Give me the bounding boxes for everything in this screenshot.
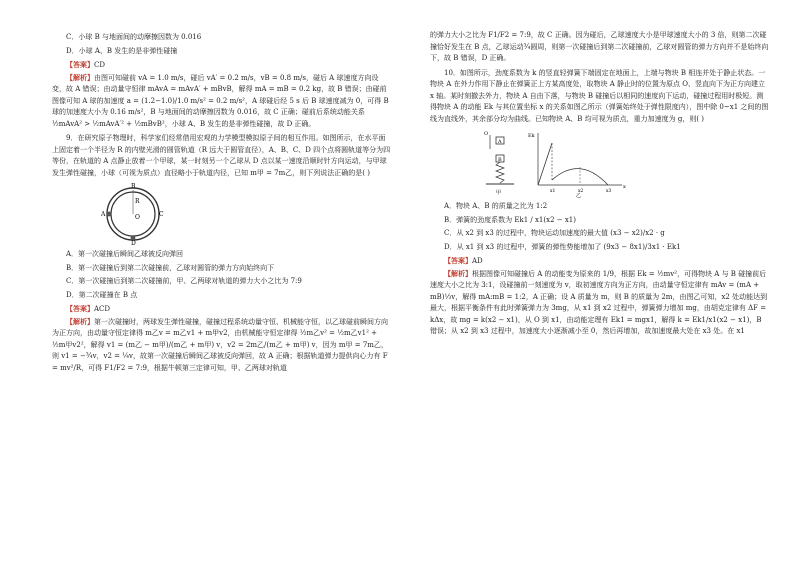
- analysis-10-paragraph: [430, 268, 770, 338]
- label-x2: x2: [578, 189, 584, 194]
- answer-value: CD: [94, 61, 105, 69]
- question-10: 10．如图所示，劲度系数为 k 的竖直轻弹簧下端固定在地面上，上端与物块 B 相连并处于静止状态。一物块 A 在外力作用下静止在弹簧正上方某高度处，取物块 A 静止时的位置为原点 O、竖直向下为正方向建立 x 轴。某时刻撤去外力，物块 A 自由下落，与物块 B 碰撞后以相同的速度向下运动，碰撞过程用时极短。测得物块 A 的动能 Ek 与其位置坐标 x 的关系如图乙所示（弹簧始终处于弹性限度内），图中除 0~x1 之间的图线为直线外，其余部分均为曲线。已知物块 A、B 均可视为质点，重力加速度为 g，则( ): [430, 68, 769, 123]
- spring: [496, 162, 504, 183]
- analysis-paragraph: [52, 72, 392, 131]
- circular-track-figure: [102, 183, 164, 245]
- answer-9-tag: 【答案】: [66, 304, 94, 313]
- label-b: B: [131, 183, 136, 190]
- ball-jia: [107, 212, 112, 217]
- label-block-a: A: [498, 139, 502, 145]
- label-block-b: B: [498, 157, 502, 163]
- label-x3: x3: [606, 189, 612, 194]
- graph-line-segment: [538, 143, 552, 185]
- answer-10-tag: 【答案】: [444, 256, 472, 265]
- answer-line: [52, 59, 392, 72]
- label-d: D: [131, 240, 136, 247]
- analysis-text: 由图可知碰前 vA = 1.0 m/s，碰后 vA′ = 0.2 m/s，vB = 0.8 m/s，碰后 A 球速度方向设变，故 A 错误；由动量守恒律 mAvA = mAvA′ + mBvB，解得 mA = mB = 0.2 kg，故 B 错误；由碰前图像可知 A 球的加速度 a = (1.2−1.0)/1.0 m/s² = 0.2 m/s²，A 球碰后经 5 s 后 B 球速度减为 0，可得 B 球的加速度大小为 0.16 m/s²，B 与地面间的动摩擦因数为 0.016，故 C 正确；碰前后系统动能关系 ½mAvA² > ½mAvA′² + ½mBvB²，小球 A、B 发生的是非弹性碰撞，故 D 正确。: [52, 73, 389, 128]
- q10-option-b: B．弹簧的劲度系数为 Ek1 / x1(x2 − x1): [444, 215, 576, 224]
- label-ek: Ek: [528, 133, 535, 139]
- answer-10-line: [430, 255, 770, 268]
- label-origin: O: [484, 131, 489, 137]
- label-r: R: [135, 198, 140, 205]
- right-column: [430, 30, 770, 338]
- q9-option-d: D．第二次碰撞在 B 点: [66, 290, 138, 299]
- label-o: O: [135, 214, 140, 221]
- left-column: [52, 30, 392, 374]
- analysis-10-tag: 【解析】: [444, 268, 472, 278]
- label-c: C: [159, 211, 164, 218]
- label-yi: 乙: [576, 193, 582, 199]
- q9-option-c: C．第一次碰撞后到第二次碰撞前，甲、乙两球对轨道的弹力大小之比为 7:9: [66, 277, 302, 285]
- answer-9-line: [52, 303, 392, 316]
- answer-tag: 【答案】: [66, 60, 94, 69]
- q9-option-a: A．第一次碰撞后瞬间乙球被反向弹回: [66, 250, 184, 258]
- label-x1: x1: [550, 189, 556, 194]
- q10-option-a: A．物块 A、B 的质量之比为 1:2: [444, 202, 548, 210]
- question-9: 9．在研究原子物理时，科学家们经常借用宏观的力学模型模拟原子间的相互作用。如图所示，在水平面上固定着一个半径为 R 的内壁光滑的圆管轨道（R 远大于圆管直径），A、B、C、D 四个点将圆轨道等分为四等份，在轨道的 A 点静止放着一个甲球，某一时刻另一个乙球从 D 点以某一速度沿顺时针方向运动，与甲球发生弹性碰撞，小球（可视为质点）直径略小于轨道内径，已知 m甲 = 7m乙，则下列说法正确的是( ): [52, 134, 391, 177]
- q10-option-d: D．从 x1 到 x3 的过程中，弹簧的弹性势能增加了 (9x3 − 8x1)/3x1 · Ek1: [444, 242, 681, 251]
- q9-option-b: B．第一次碰撞后到第二次碰撞前，乙球对圆管的弹力方向始终向下: [66, 263, 275, 272]
- option-d: D．小球 A、B 发生的是非弹性碰撞: [66, 46, 178, 55]
- analysis-tag: 【解析】: [66, 72, 94, 82]
- answer-10-value: AD: [472, 257, 483, 265]
- answer-9-value: ACD: [94, 305, 111, 313]
- continued-paragraph: 的弹力大小之比为 F1/F2 = 7:9，故 C 正确。因为碰后，乙球速度大小是甲球速度大小的 3 倍，则第二次碰撞恰好发生在 B 点，乙球运动¾圆周，则第一次碰撞后到第二次碰撞前，乙球对圆管的弹力方向并不是始终向下，故 B 错误，D 正确。: [430, 31, 769, 62]
- spring-graph-figure: [480, 129, 630, 197]
- analysis-10-text: 根据图像可知碰撞后 A 的动能变为原来的 1/9，根据 Ek = ½mv²，可得物块 A 与 B 碰撞前后速度大小之比为 3:1，设碰撞前一刻速度为 v，取初速度方向为正方向，由动量守恒定律有 mAv = (mA + mB)⅓v，解得 mA:mB = 1:2，A 正确；设 A 质量为 m，则 B 的质量为 2m，由图乙可知，x2 处动能达到最大，根据平衡条件有此时弹簧弹力为 3mg，从 x1 到 x2 过程中，弹簧弹力增加 mg，由胡克定律有 ΔF = kΔx，故 mg = k(x2 − x1)，从 O 到 x1，由动能定理有 Ek1 = mgx1，解得 k = Ek1/x1(x2 − x1)，B 错误；从 x2 到 x3 过程中，加速度大小逐渐减小至 0，然后再增加，故加速度最大处在 x3 处。在 x1: [430, 269, 768, 335]
- analysis-9-tag: 【解析】: [66, 316, 94, 326]
- q10-option-c: C．从 x2 到 x3 的过程中，物块运动加速度的最大值 (x3 − x2)/x2 · g: [444, 229, 665, 237]
- label-a: A: [101, 211, 106, 218]
- analysis-9-text: 第一次碰撞时，两球发生弹性碰撞，碰撞过程系统动量守恒、机械能守恒，以乙球碰前瞬间方向为正方向，由动量守恒定律得 m乙v = m乙v1 + m甲v2，由机械能守恒定律得 ½m乙v² = ½m乙v1² + ½m甲v2²，解得 v1 = (m乙 − m甲)/(m乙 + m甲) v，v2 = 2m乙/(m乙 + m甲) v，因为 m甲 = 7m乙，则 v1 = −¾v，v2 = ¼v，故第一次碰撞后瞬间乙球被反向弹回，故 A 正确；根据轨道弹力提供向心力有 F = mv²/R，可得 F1/F2 = 7:9，根据牛顿第三定律可知，甲、乙两球对轨道: [52, 317, 388, 372]
- label-jia: 甲: [496, 190, 502, 196]
- option-c: C．小球 B 与地面间的动摩擦因数为 0.016: [66, 33, 202, 41]
- analysis-9-paragraph: [52, 316, 392, 375]
- label-x: x: [623, 184, 626, 190]
